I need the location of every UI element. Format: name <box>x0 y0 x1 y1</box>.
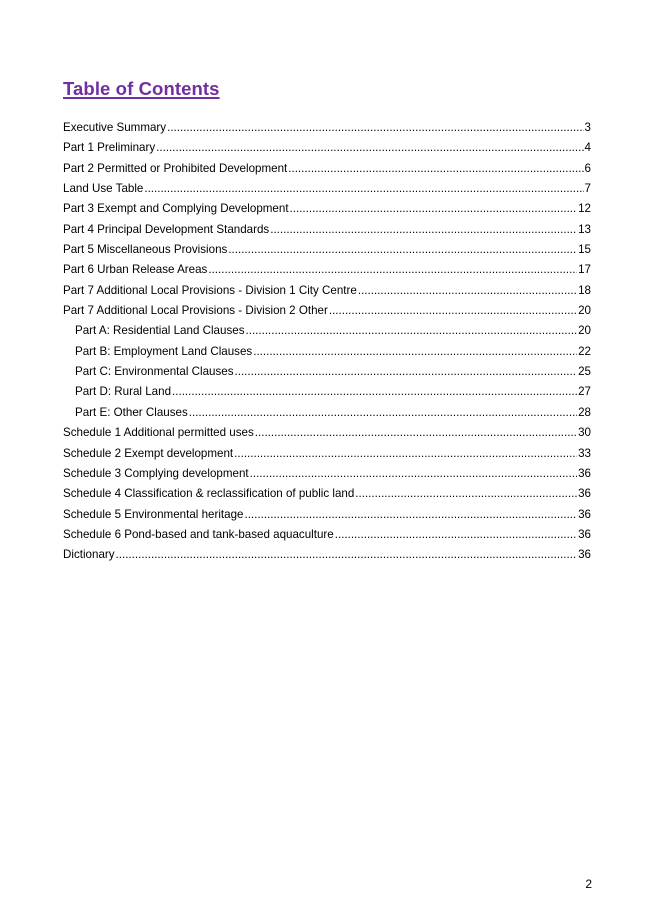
toc-entry-page-number[interactable]: 36 <box>578 466 591 480</box>
toc-entry-label[interactable]: Land Use Table <box>63 182 144 196</box>
toc-entry[interactable] <box>63 220 591 240</box>
dot-leader <box>116 545 578 565</box>
toc-entry-page-number[interactable]: 36 <box>578 487 591 501</box>
toc-entry[interactable] <box>63 505 591 525</box>
toc-entry-page-number[interactable]: 27 <box>578 385 591 399</box>
toc-entry-page-number[interactable]: 13 <box>578 222 591 236</box>
page-title: Table of Contents <box>63 78 220 99</box>
toc-entry-label[interactable]: Part C: Environmental Clauses <box>75 365 234 379</box>
dot-leader <box>355 484 577 504</box>
dot-leader <box>244 505 577 525</box>
toc-entry-label[interactable]: Part 3 Exempt and Complying Development <box>63 202 289 216</box>
toc-entry-page-number[interactable]: 20 <box>578 324 591 338</box>
toc-entry[interactable] <box>63 444 591 464</box>
toc-entry-page-number[interactable]: 36 <box>578 507 591 521</box>
toc-entry-label[interactable]: Part D: Rural Land <box>75 385 172 399</box>
toc-entry[interactable] <box>63 281 591 301</box>
toc-entry-label[interactable]: Part B: Employment Land Clauses <box>75 344 253 358</box>
table-of-contents <box>63 118 591 566</box>
toc-entry-page-number[interactable]: 15 <box>578 243 591 257</box>
dot-leader <box>329 301 577 321</box>
toc-entry[interactable] <box>63 118 591 138</box>
toc-entry-label[interactable]: Schedule 4 Classification & reclassification of public land <box>63 487 355 501</box>
toc-entry-label[interactable]: Part A: Residential Land Clauses <box>75 324 245 338</box>
toc-entry-label[interactable]: Part 2 Permitted or Prohibited Development <box>63 161 288 175</box>
toc-entry[interactable] <box>63 260 591 280</box>
toc-entry-page-number[interactable]: 36 <box>578 548 591 562</box>
toc-entry-label[interactable]: Executive Summary <box>63 121 167 134</box>
toc-entry-label[interactable]: Schedule 3 Complying development <box>63 466 249 480</box>
toc-entry-page-number[interactable]: 12 <box>578 202 591 216</box>
dot-leader <box>208 260 577 280</box>
toc-entry[interactable] <box>63 179 591 199</box>
toc-entry-page-number[interactable]: 17 <box>578 263 591 277</box>
toc-entry-page-number[interactable]: 7 <box>584 182 591 196</box>
toc-entry[interactable] <box>63 403 591 423</box>
toc-entry-label[interactable]: Part 4 Principal Development Standards <box>63 222 270 236</box>
dot-leader <box>156 138 583 158</box>
toc-entry-label[interactable]: Dictionary <box>63 548 115 562</box>
toc-entry[interactable] <box>63 484 591 504</box>
toc-entry[interactable] <box>63 545 591 565</box>
toc-entry-label[interactable]: Schedule 2 Exempt development <box>63 446 234 460</box>
toc-entry-label[interactable]: Part 6 Urban Release Areas <box>63 263 208 277</box>
dot-leader <box>246 321 578 341</box>
toc-entry-page-number[interactable]: 36 <box>578 527 591 541</box>
dot-leader <box>335 525 577 545</box>
toc-entry-label[interactable]: Schedule 1 Additional permitted uses <box>63 426 254 440</box>
dot-leader <box>255 423 577 443</box>
toc-entry[interactable] <box>63 138 591 158</box>
toc-entry-page-number[interactable]: 28 <box>578 405 591 419</box>
dot-leader <box>228 240 577 260</box>
toc-entry-label[interactable]: Part 5 Miscellaneous Provisions <box>63 243 228 257</box>
toc-entry-label[interactable]: Part 7 Additional Local Provisions - Division 2 Other <box>63 304 328 318</box>
toc-entry-page-number[interactable]: 30 <box>578 426 591 440</box>
dot-leader <box>290 199 578 219</box>
toc-entry-page-number[interactable]: 18 <box>578 283 591 297</box>
toc-entry-label[interactable]: Part 1 Preliminary <box>63 141 156 155</box>
toc-entry-label[interactable]: Part 7 Additional Local Provisions - Division 1 City Centre <box>63 283 357 297</box>
toc-entry[interactable] <box>63 525 591 545</box>
toc-entry-label[interactable]: Schedule 6 Pond-based and tank-based aquaculture <box>63 527 334 541</box>
toc-entry-page-number[interactable]: 25 <box>578 365 591 379</box>
toc-entry[interactable] <box>63 464 591 484</box>
toc-entry[interactable] <box>63 321 591 341</box>
dot-leader <box>253 342 577 362</box>
toc-entry[interactable] <box>63 382 591 402</box>
toc-entry-page-number[interactable]: 6 <box>584 161 591 175</box>
toc-entry-page-number[interactable]: 33 <box>578 446 591 460</box>
page-number: 2 <box>585 877 592 891</box>
toc-entry[interactable] <box>63 159 591 179</box>
toc-entry-label[interactable]: Schedule 5 Environmental heritage <box>63 507 244 521</box>
toc-entry-page-number[interactable]: 20 <box>578 304 591 318</box>
dot-leader <box>250 464 577 484</box>
dot-leader <box>358 281 577 301</box>
dot-leader <box>189 403 577 423</box>
toc-entry[interactable] <box>63 362 591 382</box>
toc-entry-label[interactable]: Part E: Other Clauses <box>75 405 188 419</box>
dot-leader <box>144 179 583 199</box>
dot-leader <box>288 159 583 179</box>
toc-entry-page-number[interactable]: 4 <box>584 141 591 155</box>
toc-entry[interactable] <box>63 301 591 321</box>
dot-leader <box>235 362 578 382</box>
toc-entry-page-number[interactable]: 3 <box>584 121 591 134</box>
dot-leader <box>172 382 577 402</box>
toc-entry-page-number[interactable]: 22 <box>578 344 591 358</box>
dot-leader <box>234 444 577 464</box>
dot-leader <box>270 220 577 240</box>
toc-entry[interactable] <box>63 423 591 443</box>
dot-leader <box>167 118 583 138</box>
toc-entry[interactable] <box>63 240 591 260</box>
toc-entry[interactable] <box>63 342 591 362</box>
toc-entry[interactable] <box>63 199 591 219</box>
